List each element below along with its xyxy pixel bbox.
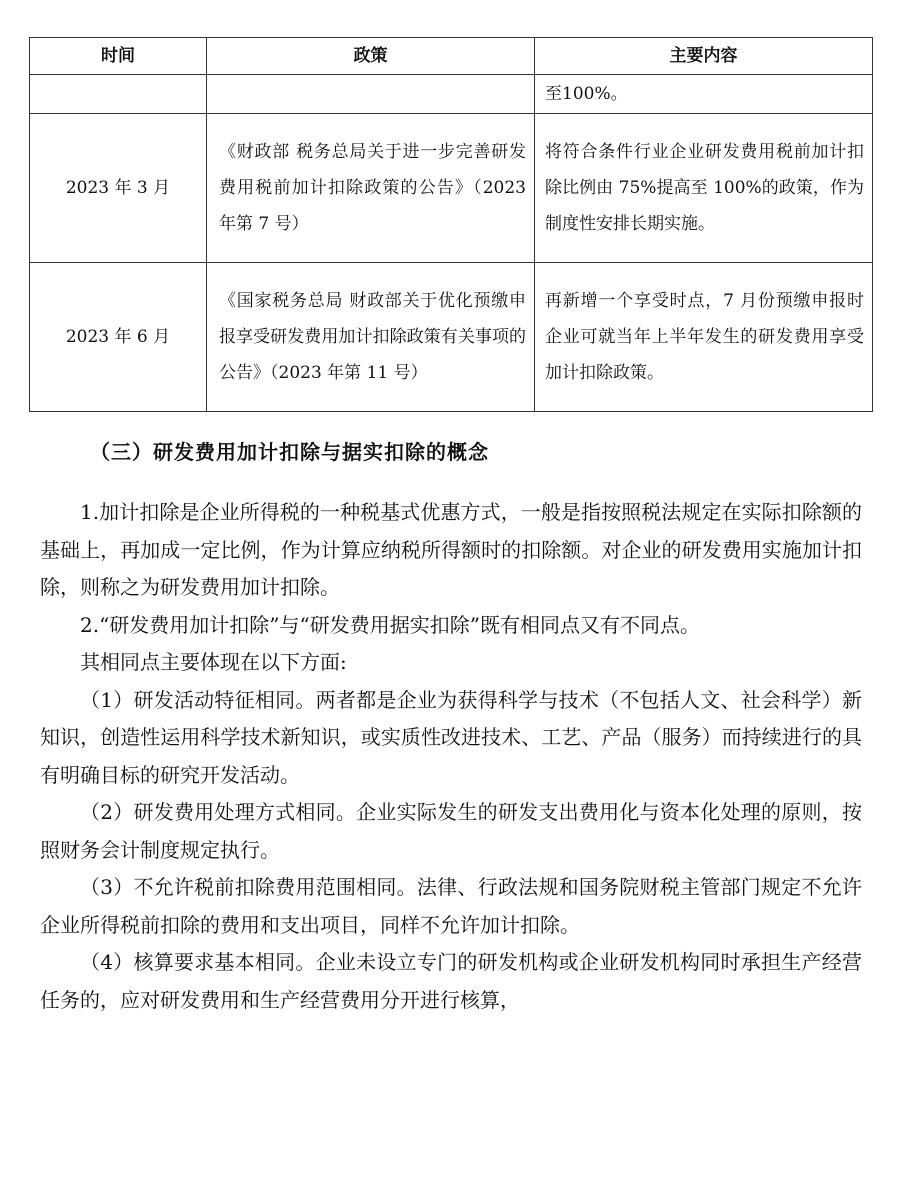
header-policy: 政策 xyxy=(207,38,535,75)
table-row xyxy=(30,75,873,114)
paragraph: （3）不允许税前扣除费用范围相同。法律、行政法规和国务院财税主管部门规定不允许企业所得税前扣除的费用和支出项目，同样不允许加计扣除。 xyxy=(40,875,862,937)
table-row xyxy=(30,263,873,412)
cell-content: 将符合条件行业企业研发费用税前加计扣除比例由 75%提高至 100%的政策，作为制度性安排长期实施。 xyxy=(535,114,873,263)
body-text xyxy=(40,494,862,1019)
cell-time: 2023 年 3 月 xyxy=(30,114,207,263)
cell-policy: 《国家税务总局 财政部关于优化预缴申报享受研发费用加计扣除政策有关事项的公告》（2023 年第 11 号） xyxy=(207,263,535,412)
cell-policy: 《财政部 税务总局关于进一步完善研发费用税前加计扣除政策的公告》（2023 年第 7 号） xyxy=(207,114,535,263)
header-time: 时间 xyxy=(30,38,207,75)
cell-time xyxy=(30,75,207,114)
header-content: 主要内容 xyxy=(535,38,873,75)
cell-policy xyxy=(207,75,535,114)
section-heading: （三）研发费用加计扣除与据实扣除的概念 xyxy=(90,440,489,464)
paragraph: （2）研发费用处理方式相同。企业实际发生的研发支出费用化与资本化处理的原则，按照财务会计制度规定执行。 xyxy=(40,800,862,862)
table-header-row xyxy=(30,38,873,75)
cell-content: 至100%。 xyxy=(535,75,873,114)
paragraph: （1）研发活动特征相同。两者都是企业为获得科学与技术（不包括人文、社会科学）新知识，创造性运用科学技术新知识，或实质性改进技术、工艺、产品（服务）而持续进行的具有明确目标的研究开发活动。 xyxy=(40,687,862,787)
paragraph: 2.“研发费用加计扣除”与“研发费用据实扣除”既有相同点又有不同点。 xyxy=(80,612,700,637)
cell-content: 再新增一个享受时点，7 月份预缴申报时企业可就当年上半年发生的研发费用享受加计扣除政策。 xyxy=(535,263,873,412)
cell-time: 2023 年 6 月 xyxy=(30,263,207,412)
policy-table xyxy=(29,37,873,412)
table-row xyxy=(30,114,873,263)
paragraph: 1.加计扣除是企业所得税的一种税基式优惠方式，一般是指按照税法规定在实际扣除额的基础上，再加成一定比例，作为计算应纳税所得额时的扣除额。对企业的研发费用实施加计扣除，则称之为研发费用加计扣除。 xyxy=(40,500,862,599)
paragraph: 其相同点主要体现在以下方面: xyxy=(80,650,347,674)
paragraph: （4）核算要求基本相同。企业未设立专门的研发机构或企业研发机构同时承担生产经营任务的，应对研发费用和生产经营费用分开进行核算， xyxy=(40,950,862,1012)
